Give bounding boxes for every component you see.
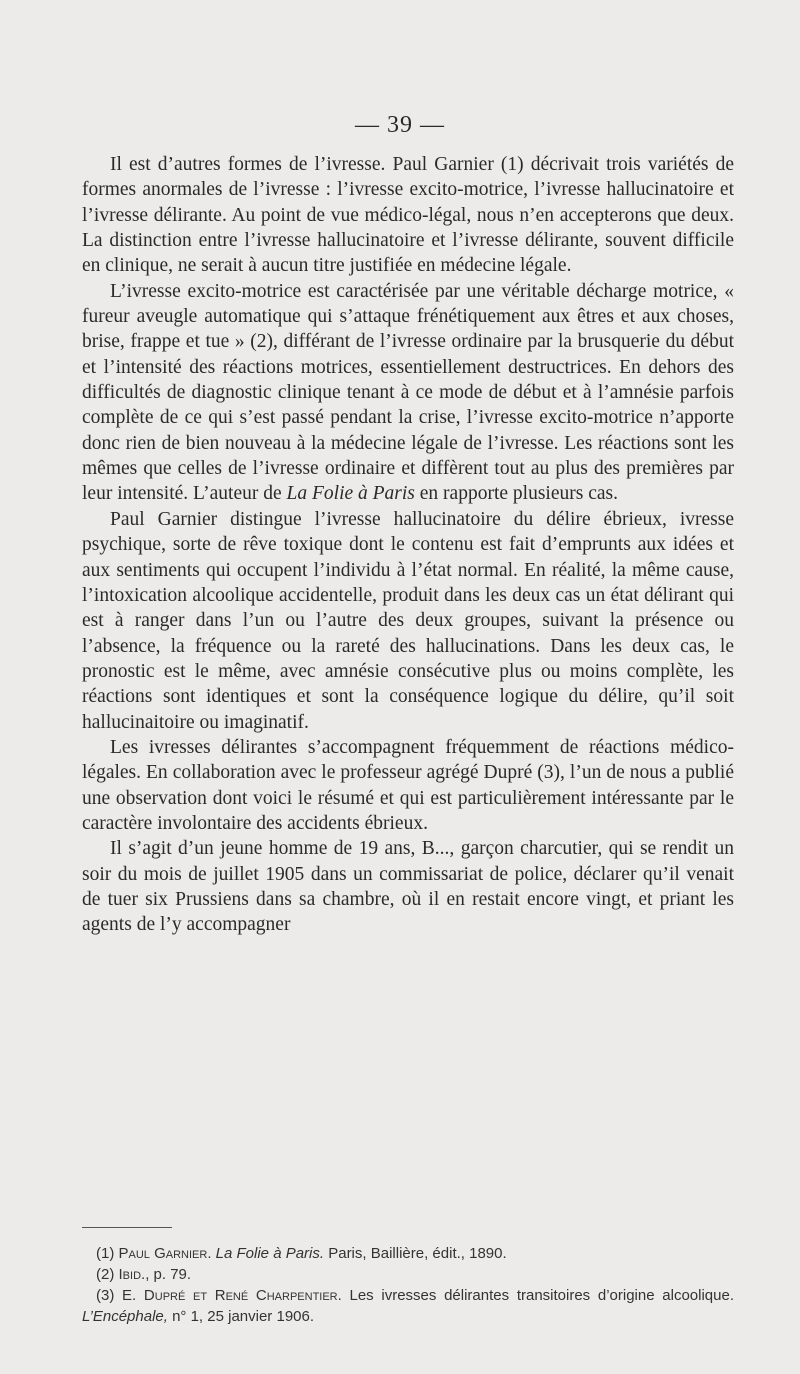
page-number: — 39 — — [355, 112, 445, 138]
footnote-3-journal: L’Encéphale, — [82, 1308, 168, 1325]
footnote-3-rest-2: n° 1, 25 janvier 1906. — [172, 1308, 315, 1325]
body-text — [82, 152, 734, 938]
footnote-2 — [82, 1264, 734, 1285]
footnote-3-number: (3) — [96, 1287, 115, 1304]
paragraph-5: Il s’agit d’un jeune homme de 19 ans, B..., garçon charcutier, qui se rendit un soir du mois de juillet 1905 dans un commissariat de police, déclarer qu’il venait de tuer six Prussiens dans sa chambre, où il en restait encore vingt, et priant les agents de l’y accompagner — [82, 838, 734, 936]
paragraph-2 — [82, 279, 734, 507]
footnote-1-number: (1) — [96, 1245, 115, 1262]
book-title: La Folie à Paris — [286, 483, 415, 505]
footnote-2-number: (2) — [96, 1266, 115, 1283]
footnote-1-author: Paul Garnier. — [118, 1245, 212, 1262]
footnote-2-author: Ibid., — [118, 1266, 150, 1283]
footnote-1-title: La Folie à Paris. — [215, 1245, 325, 1262]
footnote-rule — [82, 1227, 172, 1228]
footnote-3-rest: Les ivresses délirantes transitoires d’origine alcoolique. — [349, 1287, 734, 1304]
footnote-3 — [82, 1285, 734, 1327]
paragraph-2-text-after: en rapporte plusieurs cas. — [414, 483, 618, 505]
paragraph-3: Paul Garnier distingue l’ivresse hallucinatoire du délire ébrieux, ivresse psychique, sorte de rêve toxique dont le contenu est fait d’emprunts aux idées et aux sentiments qui occupent l’individu à l’état normal. En réalité, la même cause, l’intoxication alcoolique accidentelle, produit dans les deux cas un état délirant qui est à ranger dans l’un ou l’autre des deux groupes, suivant la présence ou l’absence, la fréquence ou la rareté des hallucinations. Dans les deux cas, le pronostic est le même, avec amnésie consécutive plus ou moins complète, les réactions sont identiques et sont la conséquence logique du délire, qu’il soit hallucinaitoire ou imaginatif. — [82, 508, 734, 733]
footnotes — [82, 1243, 734, 1327]
footnote-1 — [82, 1243, 734, 1264]
paragraph-1: Il est d’autres formes de l’ivresse. Paul Garnier (1) décrivait trois variétés de formes anormales de l’ivresse : l’ivresse excito-motrice, l’ivresse hallucinatoire et l’ivresse délirante. Au point de vue médico-légal, nous n’en accepterons que deux. La distinction entre l’ivresse hallucinatoire et l’ivresse délirante, souvent difficile en clinique, ne serait à aucun titre justifiée en médecine légale. — [82, 154, 734, 277]
paragraph-2-text-before: L’ivresse excito-motrice est caractérisée par une véritable décharge motrice, « fureur aveugle automatique qui s’attaque frénétiquement aux êtres et aux choses, brise, frappe et tue » (2), différant de l’ivresse ordinaire par la brusquerie du début et l’intensité des réactions motrices, essentiellement destructrices. En dehors des difficultés de diagnostic clinique tenant à ce mode de début et à l’amnésie parfois complète de ce qui s’est passé pendant la crise, l’ivresse excito-motrice n’apporte donc rien de bien nouveau à la médecine légale de l’ivresse. Les réactions sont les mêmes que celles de l’ivresse ordinaire et diffèrent tout au plus des premières par leur intensité. L’auteur de — [82, 280, 734, 505]
footnote-1-rest: Paris, Baillière, édit., 1890. — [328, 1245, 507, 1262]
footnote-3-author: E. Dupré et René Charpentier. — [122, 1287, 342, 1304]
footnote-2-rest: p. 79. — [153, 1266, 192, 1283]
paragraph-4: Les ivresses délirantes s’accompagnent fréquemment de réactions médico-légales. En collaboration avec le professeur agrégé Dupré (3), l’un de nous a publié une observation dont voici le résumé et qui est particulièrement intéressante par le caractère involontaire des accidents ébrieux. — [82, 736, 734, 834]
